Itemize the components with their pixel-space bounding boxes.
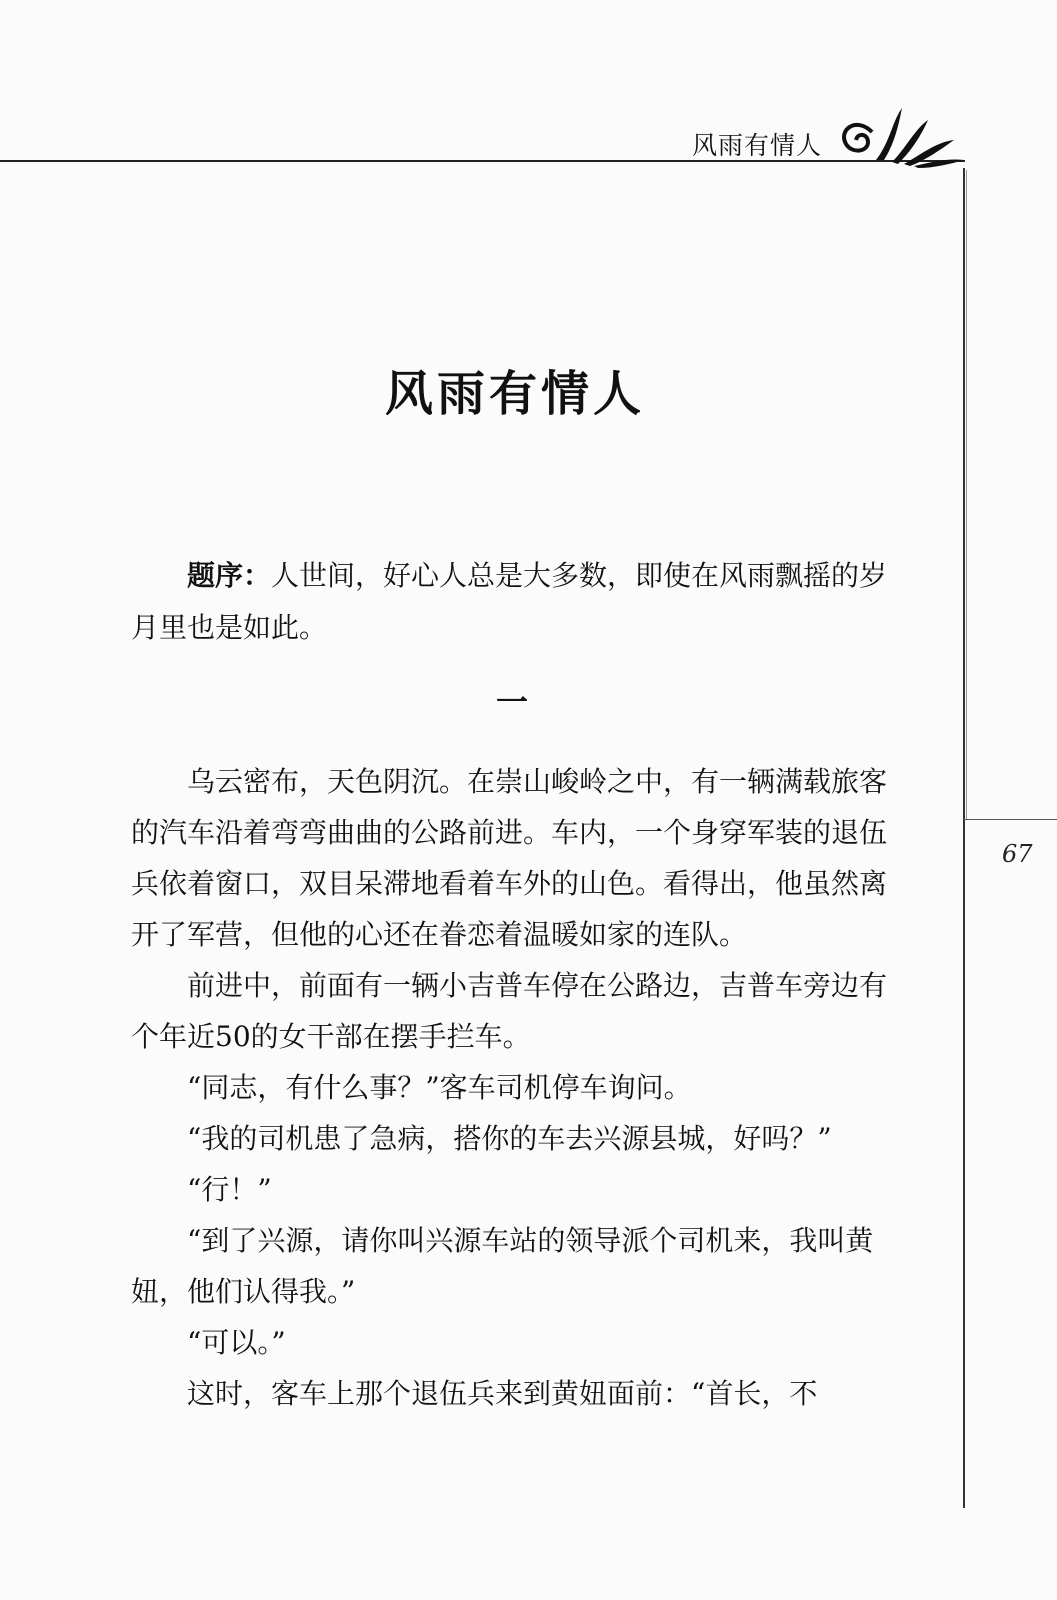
chapter-title: 风雨有情人 (384, 366, 645, 422)
preface-text: 人世间，好心人总是大多数，即使在风雨飘摇的岁月里也是如此。 (131, 559, 888, 644)
page-number-rule (963, 819, 1057, 820)
paragraph: “同志，有什么事？”客车司机停车询问。 (187, 1071, 692, 1104)
paragraph: “可以。” (187, 1326, 286, 1359)
preface-label: 题序： (187, 559, 272, 592)
margin-rule (963, 168, 965, 1508)
preface (131, 550, 895, 654)
page-number: 67 (1002, 840, 1033, 868)
scroll-flourish-icon (838, 102, 966, 168)
paragraph: “我的司机患了急病，搭你的车去兴源县城，好吗？” (187, 1122, 832, 1155)
section-number: 一 (495, 683, 528, 721)
story-body (131, 756, 895, 1419)
paragraph: “行！” (187, 1173, 272, 1206)
paragraph: “到了兴源，请你叫兴源车站的领导派个司机来，我叫黄妞，他们认得我。” (131, 1224, 874, 1308)
gutter-rule (966, 170, 967, 820)
paragraph: 前进中，前面有一辆小吉普车停在公路边，吉普车旁边有个年近50的女干部在摆手拦车。 (131, 969, 888, 1053)
preface-paragraph (131, 550, 895, 654)
paragraph: 这时，客车上那个退伍兵来到黄妞面前：“首长，不 (187, 1377, 818, 1410)
running-title: 风雨有情人 (692, 131, 823, 160)
paragraph: 乌云密布，天色阴沉。在崇山峻岭之中，有一辆满载旅客的汽车沿着弯弯曲曲的公路前进。车内，一个身穿军装的退伍兵依着窗口，双目呆滞地看着车外的山色。看得出，他虽然离开了军营，但他的心还在眷恋着温暖如家的连队。 (131, 765, 888, 951)
